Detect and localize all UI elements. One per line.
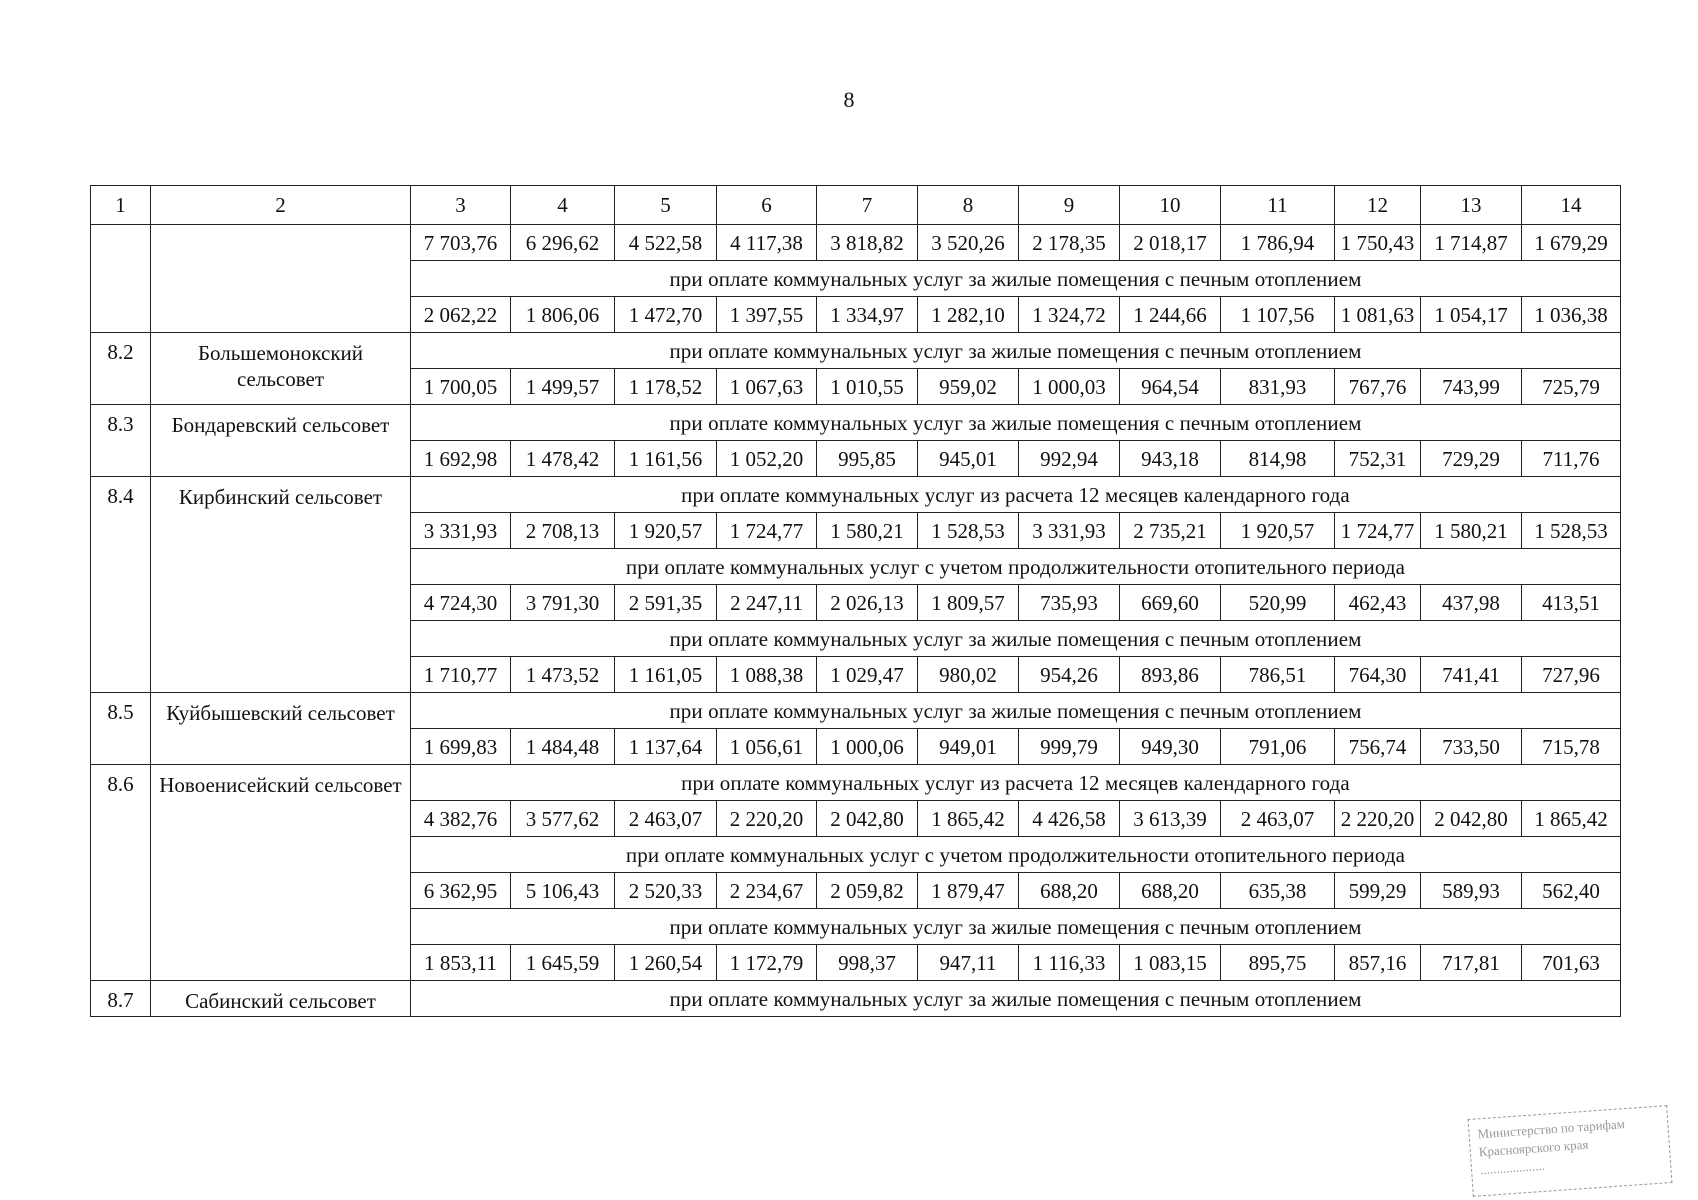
value-cell: 1 692,98 — [411, 441, 511, 477]
table-body — [91, 186, 1621, 1017]
section-name: Куйбышевский сельсовет — [151, 693, 411, 765]
column-number: 5 — [615, 186, 717, 225]
tariff-table — [90, 185, 1621, 1017]
block-caption: при оплате коммунальных услуг за жилые помещения с печным отоплением — [411, 981, 1621, 1017]
value-cell: 1 700,05 — [411, 369, 511, 405]
value-cell: 831,93 — [1221, 369, 1335, 405]
value-cell: 2 247,11 — [717, 585, 817, 621]
value-cell: 1 710,77 — [411, 657, 511, 693]
table-row — [91, 693, 1621, 729]
section-name: Бондаревский сельсовет — [151, 405, 411, 477]
value-cell: 999,79 — [1019, 729, 1120, 765]
block-caption: при оплате коммунальных услуг за жилые помещения с печным отоплением — [411, 261, 1621, 297]
value-cell: 413,51 — [1522, 585, 1621, 621]
value-cell: 992,94 — [1019, 441, 1120, 477]
value-cell: 741,41 — [1421, 657, 1522, 693]
value-cell: 1 260,54 — [615, 945, 717, 981]
value-cell: 3 577,62 — [511, 801, 615, 837]
value-cell: 814,98 — [1221, 441, 1335, 477]
value-cell: 1 580,21 — [817, 513, 918, 549]
value-cell: 764,30 — [1335, 657, 1421, 693]
value-cell: 1 865,42 — [918, 801, 1019, 837]
value-cell: 562,40 — [1522, 873, 1621, 909]
value-cell: 980,02 — [918, 657, 1019, 693]
stamp-line: .................... — [1479, 1157, 1546, 1178]
block-caption: при оплате коммунальных услуг за жилые помещения с печным отоплением — [411, 333, 1621, 369]
value-cell: 1 499,57 — [511, 369, 615, 405]
section-name — [151, 225, 411, 333]
value-cell: 1 161,56 — [615, 441, 717, 477]
value-cell: 701,63 — [1522, 945, 1621, 981]
value-cell: 786,51 — [1221, 657, 1335, 693]
section-name: Большемонокский сельсовет — [151, 333, 411, 405]
value-cell: 947,11 — [918, 945, 1019, 981]
table-row — [91, 765, 1621, 801]
value-cell: 1 397,55 — [717, 297, 817, 333]
value-cell: 1 052,20 — [717, 441, 817, 477]
column-number: 10 — [1120, 186, 1221, 225]
value-cell: 2 220,20 — [717, 801, 817, 837]
stamp-line: Красноярского края — [1478, 1136, 1589, 1160]
value-cell: 1 920,57 — [1221, 513, 1335, 549]
value-cell: 688,20 — [1120, 873, 1221, 909]
value-cell: 1 000,03 — [1019, 369, 1120, 405]
table-row — [91, 981, 1621, 1017]
section-name: Кирбинский сельсовет — [151, 477, 411, 693]
value-cell: 1 645,59 — [511, 945, 615, 981]
column-number: 6 — [717, 186, 817, 225]
table-row — [91, 405, 1621, 441]
value-cell: 3 331,93 — [1019, 513, 1120, 549]
value-cell: 1 580,21 — [1421, 513, 1522, 549]
column-number: 7 — [817, 186, 918, 225]
value-cell: 857,16 — [1335, 945, 1421, 981]
value-cell: 2 026,13 — [817, 585, 918, 621]
value-cell: 1 806,06 — [511, 297, 615, 333]
value-cell: 1 920,57 — [615, 513, 717, 549]
value-cell: 437,98 — [1421, 585, 1522, 621]
value-cell: 964,54 — [1120, 369, 1221, 405]
value-cell: 1 178,52 — [615, 369, 717, 405]
value-cell: 1 244,66 — [1120, 297, 1221, 333]
value-cell: 1 067,63 — [717, 369, 817, 405]
value-cell: 717,81 — [1421, 945, 1522, 981]
section-number: 8.4 — [91, 477, 151, 693]
value-cell: 2 018,17 — [1120, 225, 1221, 261]
value-cell: 3 791,30 — [511, 585, 615, 621]
value-cell: 767,76 — [1335, 369, 1421, 405]
section-number: 8.6 — [91, 765, 151, 981]
block-caption: при оплате коммунальных услуг с учетом продолжительности отопительного периода — [411, 549, 1621, 585]
value-cell: 2 735,21 — [1120, 513, 1221, 549]
value-cell: 1 478,42 — [511, 441, 615, 477]
value-cell: 635,38 — [1221, 873, 1335, 909]
value-cell: 2 463,07 — [1221, 801, 1335, 837]
value-cell: 2 042,80 — [1421, 801, 1522, 837]
value-cell: 949,30 — [1120, 729, 1221, 765]
value-cell: 949,01 — [918, 729, 1019, 765]
value-cell: 2 178,35 — [1019, 225, 1120, 261]
value-cell: 715,78 — [1522, 729, 1621, 765]
value-cell: 2 708,13 — [511, 513, 615, 549]
value-cell: 1 161,05 — [615, 657, 717, 693]
value-cell: 1 088,38 — [717, 657, 817, 693]
registration-stamp — [1468, 1105, 1673, 1197]
block-caption: при оплате коммунальных услуг из расчета 12 месяцев календарного года — [411, 765, 1621, 801]
value-cell: 520,99 — [1221, 585, 1335, 621]
value-cell: 995,85 — [817, 441, 918, 477]
value-cell: 1 472,70 — [615, 297, 717, 333]
value-cell: 4 522,58 — [615, 225, 717, 261]
value-cell: 756,74 — [1335, 729, 1421, 765]
column-number: 8 — [918, 186, 1019, 225]
value-cell: 2 463,07 — [615, 801, 717, 837]
section-name: Сабинский сельсовет — [151, 981, 411, 1017]
value-cell: 2 059,82 — [817, 873, 918, 909]
value-cell: 4 426,58 — [1019, 801, 1120, 837]
table-row — [91, 186, 1621, 225]
value-cell: 3 520,26 — [918, 225, 1019, 261]
value-cell: 1 484,48 — [511, 729, 615, 765]
value-cell: 2 042,80 — [817, 801, 918, 837]
value-cell: 729,29 — [1421, 441, 1522, 477]
section-number: 8.3 — [91, 405, 151, 477]
value-cell: 1 116,33 — [1019, 945, 1120, 981]
value-cell: 733,50 — [1421, 729, 1522, 765]
block-caption: при оплате коммунальных услуг за жилые помещения с печным отоплением — [411, 693, 1621, 729]
value-cell: 1 137,64 — [615, 729, 717, 765]
value-cell: 1 879,47 — [918, 873, 1019, 909]
section-number: 8.2 — [91, 333, 151, 405]
value-cell: 711,76 — [1522, 441, 1621, 477]
section-number: 8.5 — [91, 693, 151, 765]
value-cell: 945,01 — [918, 441, 1019, 477]
value-cell: 1 036,38 — [1522, 297, 1621, 333]
value-cell: 1 107,56 — [1221, 297, 1335, 333]
value-cell: 6 296,62 — [511, 225, 615, 261]
value-cell: 727,96 — [1522, 657, 1621, 693]
column-number: 9 — [1019, 186, 1120, 225]
value-cell: 1 724,77 — [1335, 513, 1421, 549]
value-cell: 1 679,29 — [1522, 225, 1621, 261]
table-row — [91, 333, 1621, 369]
column-number: 13 — [1421, 186, 1522, 225]
value-cell: 1 853,11 — [411, 945, 511, 981]
stamp-line: Министерство по тарифам — [1477, 1116, 1626, 1142]
value-cell: 1 699,83 — [411, 729, 511, 765]
value-cell: 3 613,39 — [1120, 801, 1221, 837]
value-cell: 791,06 — [1221, 729, 1335, 765]
value-cell: 1 054,17 — [1421, 297, 1522, 333]
value-cell: 1 324,72 — [1019, 297, 1120, 333]
value-cell: 1 000,06 — [817, 729, 918, 765]
value-cell: 1 809,57 — [918, 585, 1019, 621]
value-cell: 462,43 — [1335, 585, 1421, 621]
page-number: 8 — [843, 87, 855, 112]
value-cell: 4 724,30 — [411, 585, 511, 621]
value-cell: 1 029,47 — [817, 657, 918, 693]
value-cell: 599,29 — [1335, 873, 1421, 909]
column-number: 1 — [91, 186, 151, 225]
value-cell: 1 528,53 — [918, 513, 1019, 549]
value-cell: 2 520,33 — [615, 873, 717, 909]
value-cell: 1 282,10 — [918, 297, 1019, 333]
value-cell: 895,75 — [1221, 945, 1335, 981]
value-cell: 1 714,87 — [1421, 225, 1522, 261]
value-cell: 1 865,42 — [1522, 801, 1621, 837]
value-cell: 1 334,97 — [817, 297, 918, 333]
value-cell: 6 362,95 — [411, 873, 511, 909]
value-cell: 1 081,63 — [1335, 297, 1421, 333]
block-caption: при оплате коммунальных услуг из расчета 12 месяцев календарного года — [411, 477, 1621, 513]
block-caption: при оплате коммунальных услуг за жилые помещения с печным отоплением — [411, 909, 1621, 945]
value-cell: 735,93 — [1019, 585, 1120, 621]
value-cell: 998,37 — [817, 945, 918, 981]
value-cell: 1 750,43 — [1335, 225, 1421, 261]
column-number: 4 — [511, 186, 615, 225]
value-cell: 4 117,38 — [717, 225, 817, 261]
column-number: 2 — [151, 186, 411, 225]
value-cell: 943,18 — [1120, 441, 1221, 477]
value-cell: 1 172,79 — [717, 945, 817, 981]
value-cell: 1 473,52 — [511, 657, 615, 693]
value-cell: 1 083,15 — [1120, 945, 1221, 981]
value-cell: 1 724,77 — [717, 513, 817, 549]
value-cell: 893,86 — [1120, 657, 1221, 693]
value-cell: 3 331,93 — [411, 513, 511, 549]
value-cell: 4 382,76 — [411, 801, 511, 837]
value-cell: 752,31 — [1335, 441, 1421, 477]
value-cell: 725,79 — [1522, 369, 1621, 405]
value-cell: 1 786,94 — [1221, 225, 1335, 261]
value-cell: 1 528,53 — [1522, 513, 1621, 549]
table-row — [91, 477, 1621, 513]
value-cell: 959,02 — [918, 369, 1019, 405]
block-caption: при оплате коммунальных услуг за жилые помещения с печным отоплением — [411, 621, 1621, 657]
value-cell: 2 062,22 — [411, 297, 511, 333]
value-cell: 3 818,82 — [817, 225, 918, 261]
column-number: 14 — [1522, 186, 1621, 225]
section-number: 8.7 — [91, 981, 151, 1017]
value-cell: 5 106,43 — [511, 873, 615, 909]
value-cell: 688,20 — [1019, 873, 1120, 909]
value-cell: 589,93 — [1421, 873, 1522, 909]
value-cell: 743,99 — [1421, 369, 1522, 405]
value-cell: 1 056,61 — [717, 729, 817, 765]
value-cell: 1 010,55 — [817, 369, 918, 405]
value-cell: 954,26 — [1019, 657, 1120, 693]
column-number: 11 — [1221, 186, 1335, 225]
value-cell: 2 591,35 — [615, 585, 717, 621]
block-caption: при оплате коммунальных услуг с учетом продолжительности отопительного периода — [411, 837, 1621, 873]
block-caption: при оплате коммунальных услуг за жилые помещения с печным отоплением — [411, 405, 1621, 441]
section-number — [91, 225, 151, 333]
column-number: 3 — [411, 186, 511, 225]
section-name: Новоенисейский сельсовет — [151, 765, 411, 981]
value-cell: 7 703,76 — [411, 225, 511, 261]
value-cell: 2 234,67 — [717, 873, 817, 909]
column-number: 12 — [1335, 186, 1421, 225]
value-cell: 669,60 — [1120, 585, 1221, 621]
value-cell: 2 220,20 — [1335, 801, 1421, 837]
table-row — [91, 225, 1621, 261]
